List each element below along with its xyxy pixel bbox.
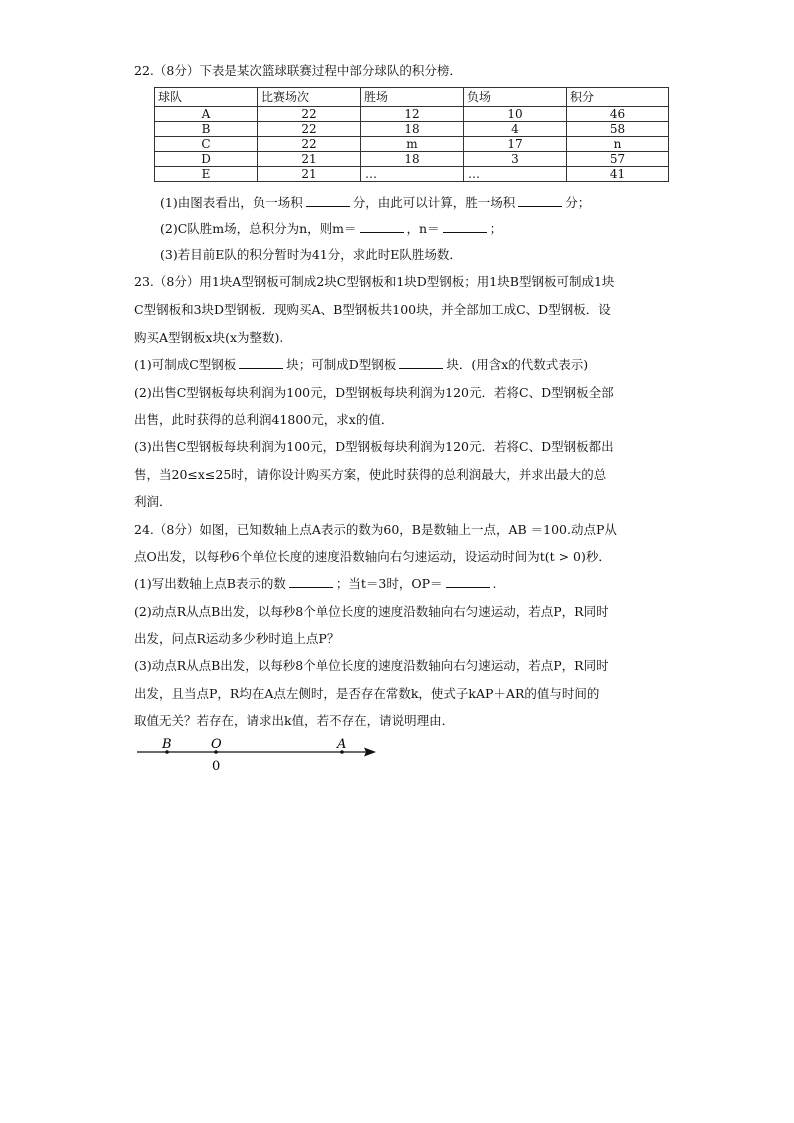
table-cell: 18 [361, 122, 464, 137]
table-cell: 22 [258, 122, 361, 137]
table-cell: 3 [464, 152, 567, 167]
table-cell: 22 [258, 137, 361, 152]
q22-part3: (3)若目前E队的积分暂时为41分，求此时E队胜场数． [160, 247, 462, 262]
q23-part1-text-a: (1)可制成C型钢板 [134, 357, 237, 372]
table-cell: 46 [567, 107, 669, 122]
q24-part2-line1: (2)动点R从点B出发，以每秒8个单位长度的速度沿数轴向右匀速运动，若点P，R同时 [134, 604, 609, 619]
table-header-cell: 积分 [567, 88, 669, 107]
table-cell: 12 [361, 107, 464, 122]
table-cell: … [361, 167, 464, 182]
q24-part3-line2: 出发，且当点P，R均在A点左侧时，是否存在常数k，使式子kAP＋AR的值与时间的 [134, 686, 600, 701]
table-header-cell: 胜场 [361, 88, 464, 107]
q24-line1: 24.（8分）如图，已知数轴上点A表示的数为60，B是数轴上一点，AB ＝100.动点P从 [134, 522, 617, 537]
table-cell: 4 [464, 122, 567, 137]
q23-part1-text-b: 块；可制成D型钢板 [286, 357, 397, 372]
q22-part2-text-c: ； [489, 221, 503, 236]
table-cell: n [567, 137, 669, 152]
q24-part1-text-a: (1)写出数轴上点B表示的数 [134, 576, 286, 591]
point-b-label: B [162, 737, 172, 752]
table-cell: 21 [258, 152, 361, 167]
q22-part2-text-b: ，n＝ [406, 221, 440, 236]
table-header-cell: 负场 [464, 88, 567, 107]
q24-part1-text-c: . [492, 576, 497, 591]
q22-part1-text-b: 分，由此可以计算，胜一场积 [352, 195, 516, 210]
table-cell: 21 [258, 167, 361, 182]
point-o-label: O [211, 737, 222, 752]
table-cell: C [155, 137, 258, 152]
q24-line2: 点O出发，以每秒6个单位长度的速度沿数轴向右匀速运动，设运动时间为t(t > 0)秒． [134, 549, 611, 564]
point-a-label: A [337, 737, 347, 752]
table-cell: 41 [567, 167, 669, 182]
table-cell: 10 [464, 107, 567, 122]
table-cell: m [361, 137, 464, 152]
table-header-cell: 球队 [155, 88, 258, 107]
table-header-cell: 比赛场次 [258, 88, 361, 107]
table-cell: D [155, 152, 258, 167]
q23-part2-line2: 出售，此时获得的总利润41800元，求x的值． [134, 412, 394, 427]
table-cell: 18 [361, 152, 464, 167]
table-cell: A [155, 107, 258, 122]
table-cell: 58 [567, 122, 669, 137]
q24-part3-line1: (3)动点R从点B出发，以每秒8个单位长度的速度沿数轴向右匀速运动，若点P，R同时 [134, 658, 609, 673]
q22-part1-text-c: 分； [565, 195, 591, 210]
table-cell: 57 [567, 152, 669, 167]
table-cell: B [155, 122, 258, 137]
q23-part2-line1: (2)出售C型钢板每块利润为100元，D型钢板每块利润为120元．若将C、D型钢板全部 [134, 385, 614, 400]
q24-part2-line2: 出发，问点R运动多少秒时追上点P？ [134, 631, 340, 646]
q22-part1-text-a: (1)由图表看出，负一场积 [160, 195, 303, 210]
origin-zero-label: 0 [212, 759, 221, 774]
q23-part3-line2: 售，当20≤x≤25时，请你设计购买方案，使此时获得的总利润最大，并求出最大的总 [134, 467, 607, 482]
q23-line3: 购买A型钢板x块(x为整数). [134, 330, 284, 345]
q23-line2: C型钢板和3块D型钢板．现购买A、B型钢板共100块，并全部加工成C、D型钢板．设 [134, 302, 611, 317]
q22-part2-text-a: (2)C队胜m场，总积分为n，则m＝ [160, 221, 357, 236]
table-cell: 17 [464, 137, 567, 152]
q23-part3-line1: (3)出售C型钢板每块利润为100元，D型钢板每块利润为120元．若将C、D型钢板都出 [134, 439, 614, 454]
q23-part1-text-c: 块．(用含x的代数式表示) [446, 357, 589, 372]
q24-part3-line3: 取值无关？若存在，请求出k值，若不存在，请说明理由． [134, 713, 455, 728]
q23-line1: 23.（8分）用1块A型钢板可制成2块C型钢板和1块D型钢板；用1块B型钢板可制成1块 [134, 274, 615, 289]
q22-title: 22.（8分）下表是某次篮球联赛过程中部分球队的积分榜． [134, 63, 462, 78]
q23-part3-line3: 利润． [134, 494, 172, 509]
table-cell: E [155, 167, 258, 182]
q24-part1-text-b: ；当t＝3时，OP＝ [335, 576, 443, 591]
table-cell: 22 [258, 107, 361, 122]
table-cell: … [464, 167, 567, 182]
